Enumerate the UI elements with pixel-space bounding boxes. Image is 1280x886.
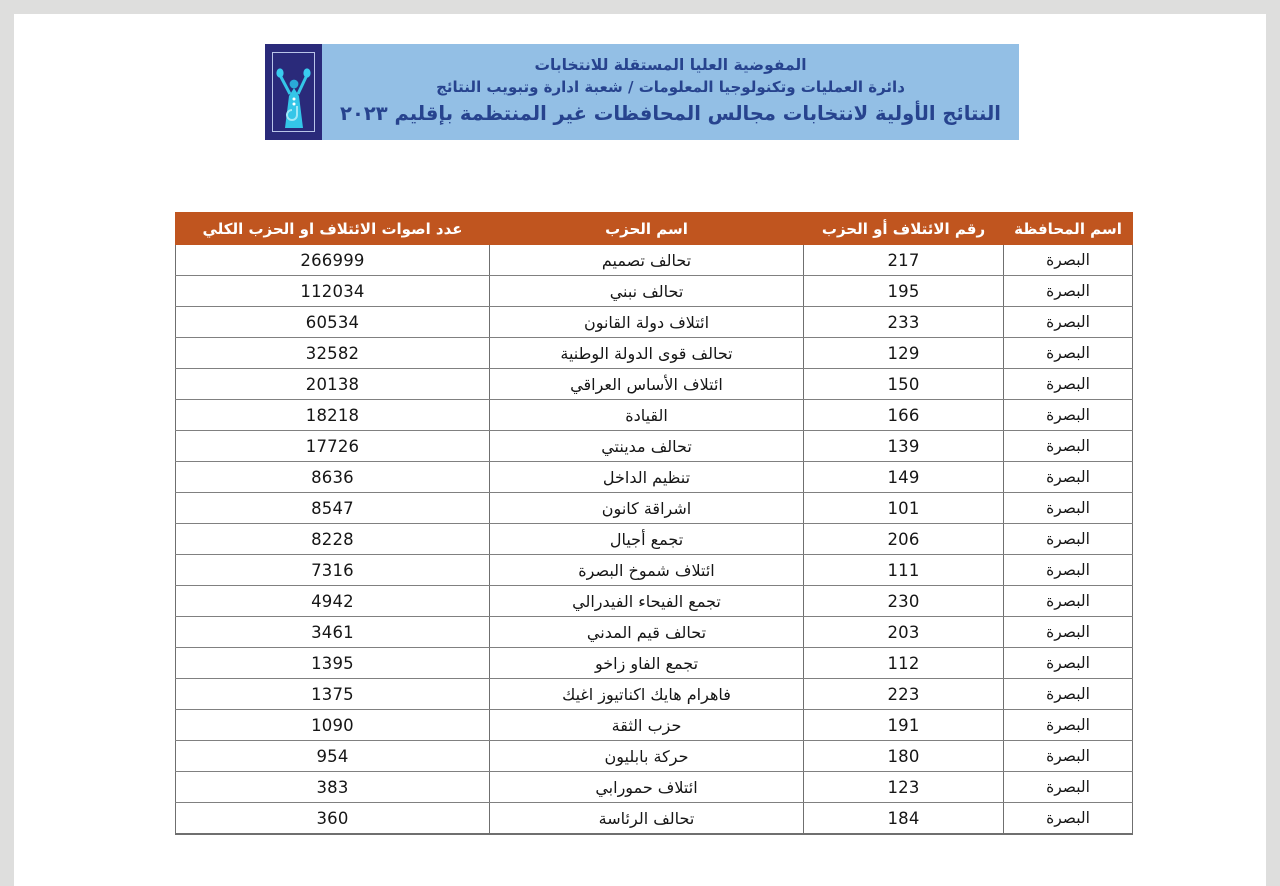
table-header: [176, 213, 1133, 245]
table-row: [176, 245, 1133, 276]
document-title: النتائج الأولية لانتخابات مجالس المحافظات غير المنتظمة بإقليم ٢٠٢٣: [340, 101, 1001, 125]
cell-total-votes: 360: [176, 803, 490, 835]
cell-total-votes: 112034: [176, 276, 490, 307]
column-header-total-votes: عدد اصوات الائتلاف او الحزب الكلي: [176, 213, 490, 245]
masthead-text-block: [322, 44, 1019, 140]
cell-party-number: 195: [804, 276, 1004, 307]
cell-party-number: 149: [804, 462, 1004, 493]
cell-party-name: فاهرام هايك اكناتيوز اغيك: [490, 679, 804, 710]
cell-party-number: 129: [804, 338, 1004, 369]
table-row: [176, 772, 1133, 803]
table-row: [176, 307, 1133, 338]
cell-party-number: 139: [804, 431, 1004, 462]
cell-party-name: تحالف نبني: [490, 276, 804, 307]
table-row: [176, 617, 1133, 648]
voter-figure-icon: [265, 44, 322, 140]
table-row: [176, 462, 1133, 493]
cell-party-name: تحالف مدينتي: [490, 431, 804, 462]
table-row: [176, 586, 1133, 617]
cell-party-number: 217: [804, 245, 1004, 276]
cell-party-number: 123: [804, 772, 1004, 803]
table-row: [176, 431, 1133, 462]
cell-total-votes: 383: [176, 772, 490, 803]
table-row: [176, 710, 1133, 741]
cell-party-name: حزب الثقة: [490, 710, 804, 741]
cell-party-number: 166: [804, 400, 1004, 431]
cell-governorate: البصرة: [1004, 369, 1133, 400]
document-page: [14, 14, 1266, 886]
column-header-party-number: رقم الائتلاف أو الحزب: [804, 213, 1004, 245]
table-row: [176, 276, 1133, 307]
cell-governorate: البصرة: [1004, 276, 1133, 307]
cell-governorate: البصرة: [1004, 462, 1133, 493]
cell-governorate: البصرة: [1004, 710, 1133, 741]
cell-governorate: البصرة: [1004, 524, 1133, 555]
cell-total-votes: 8636: [176, 462, 490, 493]
cell-party-name: تجمع أجيال: [490, 524, 804, 555]
cell-party-name: ائتلاف شموخ البصرة: [490, 555, 804, 586]
cell-governorate: البصرة: [1004, 741, 1133, 772]
cell-total-votes: 266999: [176, 245, 490, 276]
cell-party-number: 111: [804, 555, 1004, 586]
cell-party-name: ائتلاف الأساس العراقي: [490, 369, 804, 400]
cell-total-votes: 18218: [176, 400, 490, 431]
results-table: [175, 212, 1133, 835]
cell-party-name: تجمع الفاو زاخو: [490, 648, 804, 679]
cell-governorate: البصرة: [1004, 493, 1133, 524]
table-row: [176, 369, 1133, 400]
cell-total-votes: 1090: [176, 710, 490, 741]
cell-party-number: 203: [804, 617, 1004, 648]
cell-party-name: تحالف قوى الدولة الوطنية: [490, 338, 804, 369]
cell-party-number: 233: [804, 307, 1004, 338]
cell-total-votes: 20138: [176, 369, 490, 400]
table-row: [176, 338, 1133, 369]
cell-total-votes: 7316: [176, 555, 490, 586]
cell-total-votes: 954: [176, 741, 490, 772]
cell-party-number: 223: [804, 679, 1004, 710]
cell-governorate: البصرة: [1004, 338, 1133, 369]
cell-governorate: البصرة: [1004, 617, 1133, 648]
table-row: [176, 679, 1133, 710]
table-row: [176, 555, 1133, 586]
table-row: [176, 493, 1133, 524]
cell-party-number: 230: [804, 586, 1004, 617]
table-header-row: [176, 213, 1133, 245]
cell-governorate: البصرة: [1004, 400, 1133, 431]
cell-party-number: 112: [804, 648, 1004, 679]
department-name: دائرة العمليات وتكنولوجيا المعلومات / شعبة ادارة وتبويب النتائج: [436, 78, 905, 97]
cell-governorate: البصرة: [1004, 245, 1133, 276]
cell-governorate: البصرة: [1004, 586, 1133, 617]
commission-logo: [265, 44, 322, 140]
cell-total-votes: 4942: [176, 586, 490, 617]
cell-party-name: حركة بابليون: [490, 741, 804, 772]
cell-governorate: البصرة: [1004, 803, 1133, 835]
cell-party-name: تحالف الرئاسة: [490, 803, 804, 835]
cell-party-name: تنظيم الداخل: [490, 462, 804, 493]
cell-party-name: ائتلاف دولة القانون: [490, 307, 804, 338]
cell-total-votes: 60534: [176, 307, 490, 338]
results-table-container: [176, 212, 1133, 835]
cell-party-number: 180: [804, 741, 1004, 772]
cell-total-votes: 8547: [176, 493, 490, 524]
cell-party-name: تجمع الفيحاء الفيدرالي: [490, 586, 804, 617]
document-masthead: [265, 44, 1019, 140]
cell-party-number: 150: [804, 369, 1004, 400]
cell-party-name: اشراقة كانون: [490, 493, 804, 524]
cell-party-number: 206: [804, 524, 1004, 555]
table-row: [176, 741, 1133, 772]
cell-party-name: تحالف تصميم: [490, 245, 804, 276]
cell-total-votes: 8228: [176, 524, 490, 555]
column-header-party-name: اسم الحزب: [490, 213, 804, 245]
cell-governorate: البصرة: [1004, 431, 1133, 462]
cell-party-name: تحالف قيم المدني: [490, 617, 804, 648]
table-row: [176, 400, 1133, 431]
column-header-governorate: اسم المحافظة: [1004, 213, 1133, 245]
cell-party-number: 101: [804, 493, 1004, 524]
cell-governorate: البصرة: [1004, 555, 1133, 586]
cell-total-votes: 32582: [176, 338, 490, 369]
cell-total-votes: 3461: [176, 617, 490, 648]
cell-party-number: 191: [804, 710, 1004, 741]
table-row: [176, 803, 1133, 835]
cell-governorate: البصرة: [1004, 307, 1133, 338]
cell-governorate: البصرة: [1004, 648, 1133, 679]
cell-party-name: القيادة: [490, 400, 804, 431]
table-body: [176, 245, 1133, 835]
cell-total-votes: 17726: [176, 431, 490, 462]
table-row: [176, 524, 1133, 555]
table-row: [176, 648, 1133, 679]
cell-party-name: ائتلاف حمورابي: [490, 772, 804, 803]
cell-governorate: البصرة: [1004, 772, 1133, 803]
cell-governorate: البصرة: [1004, 679, 1133, 710]
cell-total-votes: 1395: [176, 648, 490, 679]
cell-total-votes: 1375: [176, 679, 490, 710]
cell-party-number: 184: [804, 803, 1004, 835]
commission-name: المفوضية العليا المستقلة للانتخابات: [534, 55, 807, 74]
